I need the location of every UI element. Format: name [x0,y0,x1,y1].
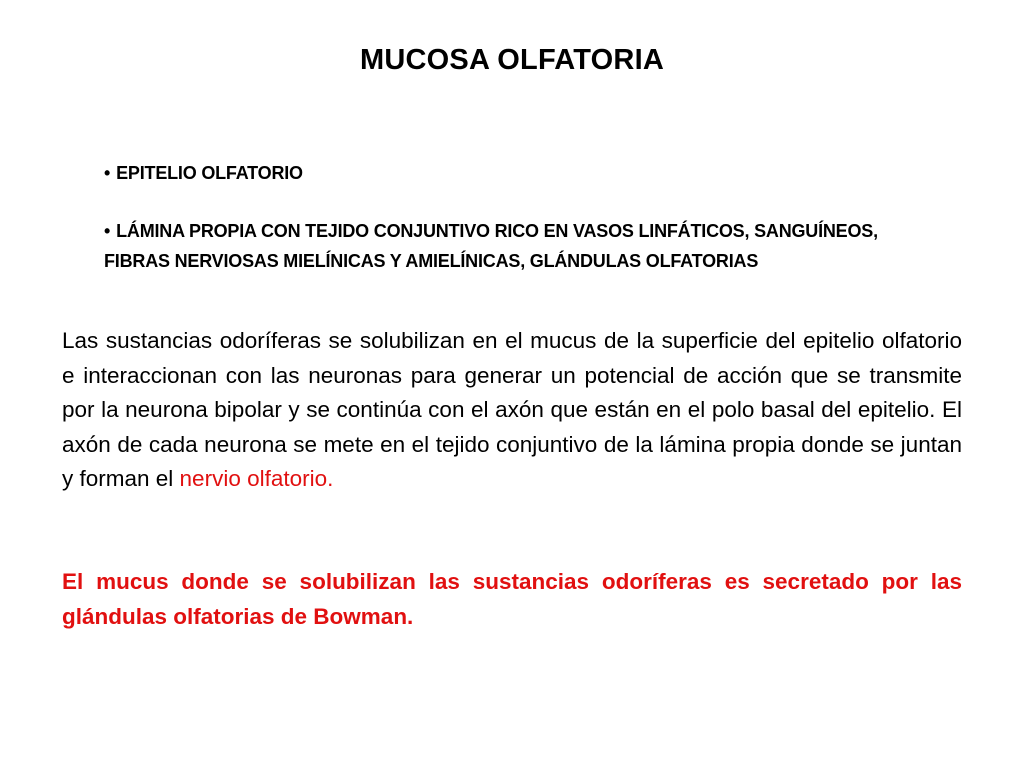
bullet-dot-icon: • [104,163,111,183]
slide-title: MUCOSA OLFATORIA [360,44,664,76]
bullet-list [104,158,914,276]
bullet-text: LÁMINA PROPIA CON TEJIDO CONJUNTIVO RICO EN VASOS LINFÁTICOS, SANGUÍNEOS, FIBRAS NERVIOSAS MIELÍNICAS Y AMIELÍNICAS, GLÁNDULAS OLFATORIAS [104,221,878,271]
bowman-glands-note: El mucus donde se solubilizan las sustancias odoríferas es secretado por las glándulas olfatorias de Bowman. [62,569,962,629]
bullet-item-lamina-propia [104,216,914,276]
body-paragraph [62,324,962,497]
bullet-item-epitelio [104,158,914,188]
bullet-dot-icon: • [104,221,111,241]
bullet-text: EPITELIO OLFATORIO [116,163,303,183]
nervio-olfatorio-highlight: nervio olfatorio. [179,466,334,491]
body-paragraph-text: Las sustancias odoríferas se solubilizan en el mucus de la superficie del epitelio olfatorio e interaccionan con las neuronas para generar un potencial de acción que se transmite por la neurona bipolar y se continúa con el axón que están en el polo basal del epitelio. El axón de cada neurona se mete en el tejido conjuntivo de la lámina propia donde se juntan y forman el [62,328,962,491]
